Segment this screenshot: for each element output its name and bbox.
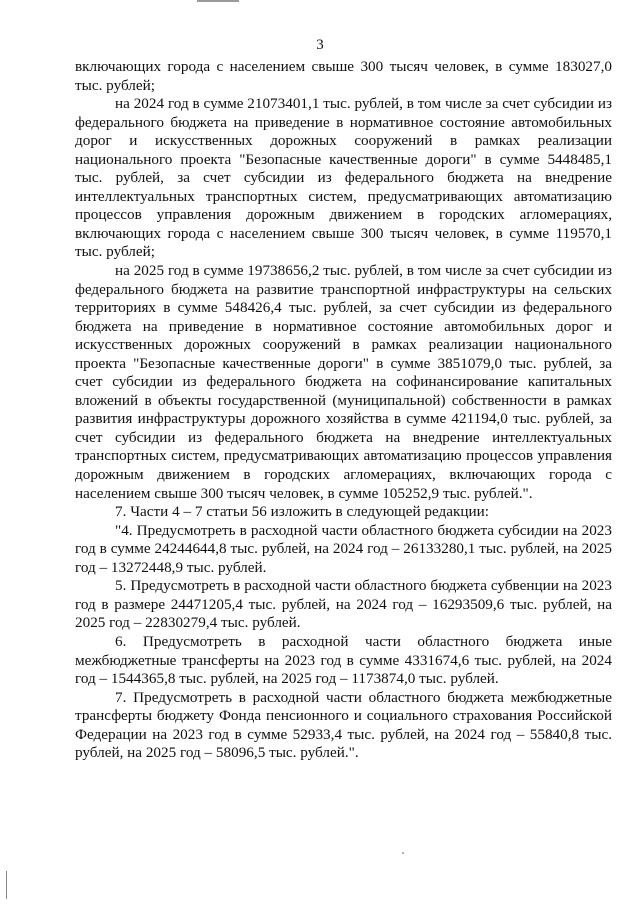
scan-artifact-top — [197, 0, 239, 2]
page-number: 3 — [316, 37, 324, 53]
paragraph-amendment-7: 7. Части 4 – 7 статьи 56 изложить в следующей редакции: — [115, 503, 489, 521]
paragraph-part-4-subsidies: "4. Предусмотреть в расходной части областного бюджета субсидии на 2023 год в сумме 24244644,8 тыс. рублей, на 2024 год – 26133280,1 тыс. рублей, на 2025 год – 13272448,9 тыс. рублей. — [75, 521, 612, 576]
scan-artifact-dot — [402, 852, 404, 854]
scan-artifact-left — [6, 871, 7, 899]
paragraph-part-6-transfers: 6. Предусмотреть в расходной части областного бюджета иные межбюджетные трансферты на 2023 год в сумме 4331674,6 тыс. рублей, на 2024 год – 1544365,8 тыс. рублей, на 2025 год – 1173874,0 тыс. рублей. — [75, 632, 612, 688]
paragraph-part-5-subventions: 5. Предусмотреть в расходной части областного бюджета субвенции на 2023 год в размере 24471205,4 тыс. рублей, на 2024 год – 16293509,6 тыс. рублей, на 2025 год – 22830279,4 тыс. рублей. — [75, 577, 612, 632]
document-body — [75, 58, 612, 763]
paragraph-2024-budget: на 2024 год в сумме 21073401,1 тыс. рублей, в том числе за счет субсидии из федерального бюджета на приведение в нормативное состояние автомобильных дорог и искусственных дорожных сооружений в рамках реализации национального проекта "Безопасные качественные дороги" в сумме 5448485,1 тыс. рублей, за счет субсидии из федерального бюджета на внедрение интеллектуальных транспортных систем, предусматривающих автоматизацию процессов управления дорожным движением в городских агломерациях, включающих города с населением свыше 300 тысяч человек, в сумме 119570,1 тыс. рублей; — [75, 95, 612, 261]
paragraph-part-7-pension-fund: 7. Предусмотреть в расходной части областного бюджета межбюджетные трансферты бюджету Фонда пенсионного и социального страхования Российской Федерации на 2023 год в сумме 52933,4 тыс. рублей, на 2024 год – 55840,8 тыс. рублей, на 2025 год – 58096,5 тыс. рублей.". — [75, 688, 612, 762]
paragraph-2025-budget: на 2025 год в сумме 19738656,2 тыс. рублей, в том числе за счет субсидии из федерального бюджета на развитие транспортной инфраструктуры на сельских территориях в сумме 548426,4 тыс. рублей, за счет субсидии из федерального бюджета на приведение в нормативное состояние автомобильных дорог и искусственных дорожных сооружений в рамках реализации национального проекта "Безопасные качественные дороги" в сумме 3851079,0 тыс. рублей, за счет субсидии из федерального бюджета на софинансирование капитальных вложений в объекты государственной (муниципальной) собственности в рамках развития инфраструктуры дорожного хозяйства в сумме 421194,0 тыс. рублей, за счет субсидии из федерального бюджета на внедрение интеллектуальных транспортных систем, предусматривающих автоматизацию процессов управления дорожным движением в городских агломерациях, включающих города с населением свыше 300 тысяч человек, в сумме 105252,9 тыс. рублей.". — [75, 262, 612, 502]
paragraph-continuation: включающих города с населением свыше 300 тысяч человек, в сумме 183027,0 тыс. рублей; — [75, 58, 612, 94]
